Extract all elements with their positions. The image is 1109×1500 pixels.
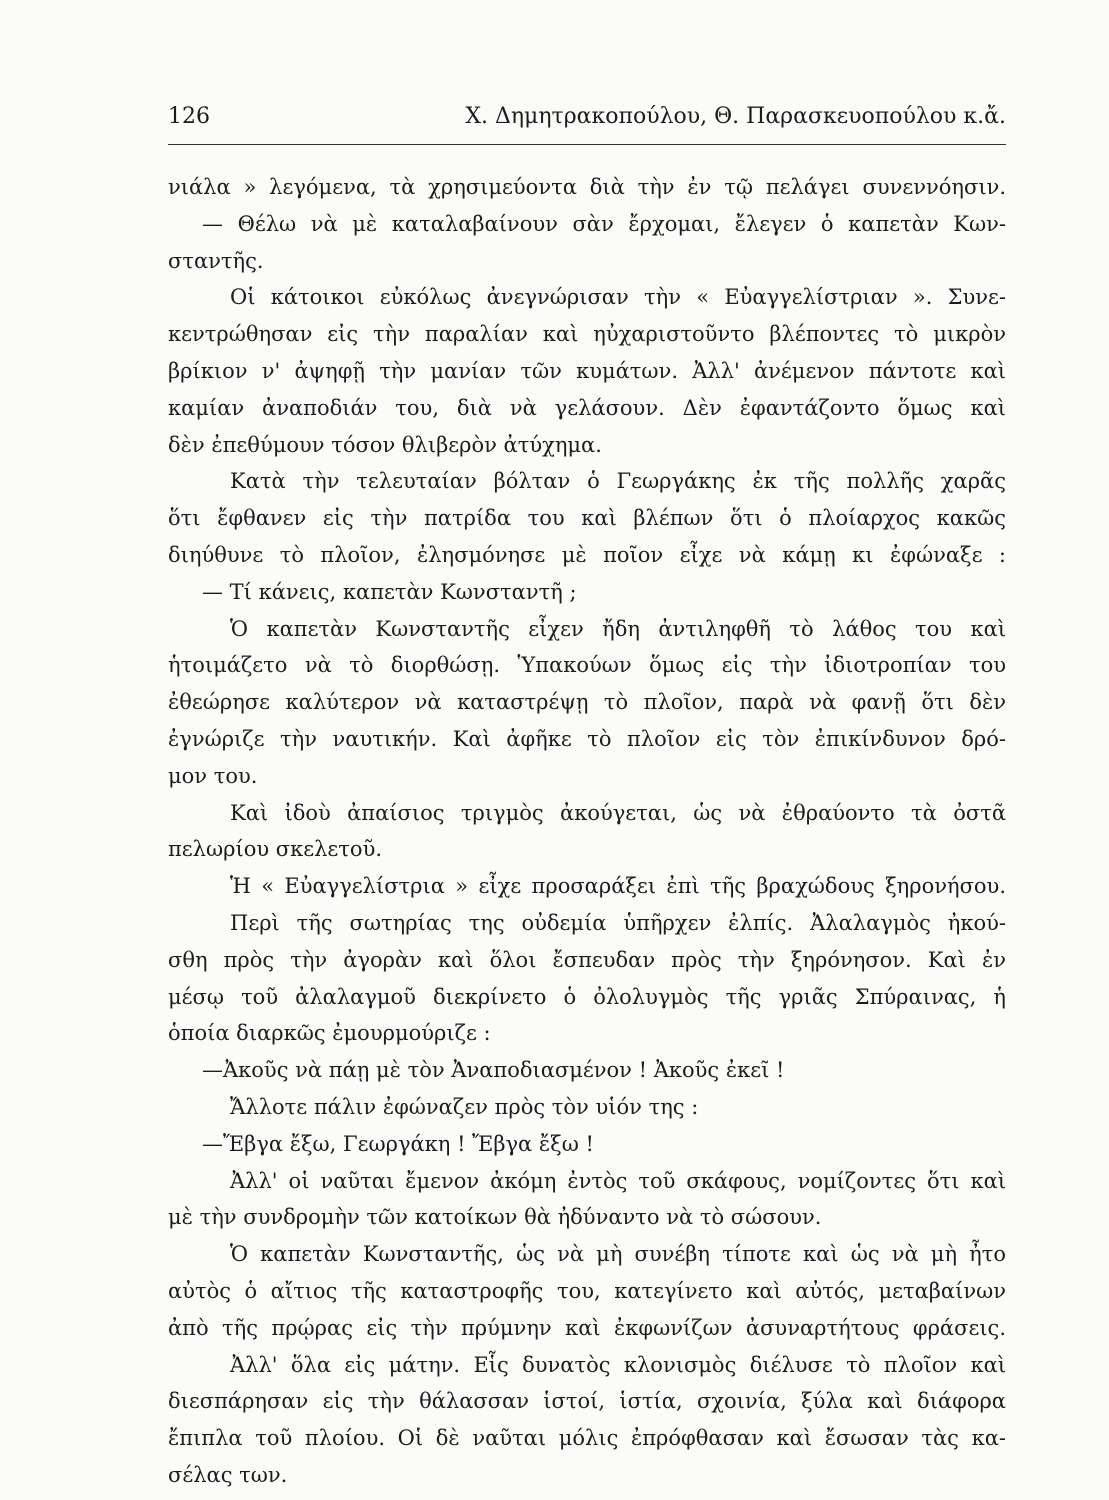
text-line: νιάλα » λεγόμενα, τὰ χρησιμεύοντα διὰ τὴν ἐν τῷ πελάγει συνεννόησιν. [168,175,1006,199]
running-head [168,100,1006,140]
text-line: —Ἀκοῦς νὰ πάῃ μὲ τὸν Ἀναποδιασμένον ! Ἀκοῦς ἐκεῖ ! [202,1058,785,1083]
text-line: βρίκιον ν' ἀψηφῇ τὴν μανίαν τῶν κυμάτων. Ἀλλ' ἀνέμενον πάντοτε καὶ [168,358,1006,383]
text-line: ἀπὸ τῆς πρῴρας εἰς τὴν πρύμνην καὶ ἐκφωνίζων ἀσυναρτήτους φράσεις. [168,1315,1006,1340]
text-line: μέσῳ τοῦ ἀλαλαγμοῦ διεκρίνετο ὁ ὀλολυγμὸς τῆς γριᾶς Σπύραινας, ἡ [168,984,1006,1009]
text-line: ὅτι ἔφθανεν εἰς τὴν πατρίδα του καὶ βλέπων ὅτι ὁ πλοίαρχος κακῶς [168,506,1006,531]
body-text [168,169,1006,1494]
text-line: ὁποία διαρκῶς ἐμουρμούριζε : [168,1021,491,1046]
text-line: Οἱ κάτοικοι εὐκόλως ἀνεγνώρισαν τὴν « Εὐαγγελίστριαν ». Συνε- [230,285,1006,310]
text-line: πελωρίου σκελετοῦ. [168,837,383,862]
text-line: ἐθεώρησε καλύτερον νὰ καταστρέψῃ τὸ πλοῖον, παρὰ νὰ φανῇ ὅτι δὲν [168,690,1006,715]
text-line: ἐγνώριζε τὴν ναυτικήν. Καὶ ἀφῆκε τὸ πλοῖον εἰς τὸν ἐπικίνδυνον δρό- [168,726,1006,751]
text-line: — Θέλω νὰ μὲ καταλαβαίνουν σὰν ἔρχομαι, ἔλεγεν ὁ καπετὰν Κων- [202,211,1006,236]
text-line: Καὶ ἰδοὺ ἀπαίσιος τριγμὸς ἀκούγεται, ὡς νὰ ἐθραύοντο τὰ ὀστᾶ [230,800,1006,825]
header-rule [168,144,1006,145]
text-line: μον του. [168,763,258,788]
text-line: Ἄλλοτε πάλιν ἐφώναζεν πρὸς τὸν υἱόν της : [230,1094,699,1119]
text-line: δὲν ἐπεθύμουν τόσον θλιβερὸν ἀτύχημα. [168,432,602,457]
text-line: Κατὰ τὴν τελευταίαν βόλταν ὁ Γεωργάκης ἐκ τῆς πολλῆς χαρᾶς [230,469,1006,494]
text-line: διηύθυνε τὸ πλοῖον, ἐλησμόνησε μὲ ποῖον εἶχε νὰ κάμῃ κι ἐφώναξε : [168,542,1006,567]
text-line: σταντῆς. [168,248,264,273]
text-line: Ὁ καπετὰν Κωνσταντῆς, ὡς νὰ μὴ συνέβη τίποτε καὶ ὡς νὰ μὴ ἦτο [230,1242,1006,1267]
text-line: καμίαν ἀναποδιάν του, διὰ νὰ γελάσουν. Δὲν ἐφαντάζοντο ὅμως καὶ [168,395,1006,420]
text-line: αὐτὸς ὁ αἴτιος τῆς καταστροφῆς του, κατεγίνετο καὶ αὐτός, μεταβαίνων [168,1278,1006,1303]
text-line: Ἀλλ' οἱ ναῦται ἔμενον ἀκόμη ἐντὸς τοῦ σκάφους, νομίζοντες ὅτι καὶ [230,1168,1006,1193]
text-line: Περὶ τῆς σωτηρίας της οὐδεμία ὑπῆρχεν ἐλπίς. Ἀλαλαγμὸς ἠκού- [230,910,1006,935]
text-line: Ἡ « Εὐαγγελίστρια » εἶχε προσαράξει ἐπὶ τῆς βραχώδους ξηρονήσου. [230,874,1006,899]
running-head-title: Χ. Δημητρακοπούλου, Θ. Παρασκευοπούλου κ.ἄ. [465,104,1006,129]
text-line: κεντρώθησαν εἰς τὴν παραλίαν καὶ ηὐχαριστοῦντο βλέποντες τὸ μικρὸν [168,322,1006,347]
text-line: διεσπάρησαν εἰς τὴν θάλασσαν ἱστοί, ἱστία, σχοινία, ξύλα καὶ διάφορα [168,1389,1006,1414]
text-line: μὲ τὴν συνδρομὴν τῶν κατοίκων θὰ ἠδύναντο νὰ τὸ σώσουν. [168,1205,822,1230]
text-line: σέλας των. [168,1462,288,1487]
text-line: —Ἔβγα ἔξω, Γεωργάκη ! Ἔβγα ἔξω ! [202,1131,594,1156]
text-line: ἔπιπλα τοῦ πλοίου. Οἱ δὲ ναῦται μόλις ἐπρόφθασαν καὶ ἔσωσαν τὰς κα- [168,1426,1006,1451]
text-line: Ἀλλ' ὅλα εἰς μάτην. Εἷς δυνατὸς κλονισμὸς διέλυσε τὸ πλοῖον καὶ [230,1352,1006,1377]
text-line: Ὁ καπετὰν Κωνσταντῆς εἶχεν ἤδη ἀντιληφθῆ τὸ λάθος του καὶ [230,616,1006,641]
text-line: σθη πρὸς τὴν ἀγορὰν καὶ ὅλοι ἔσπευδαν πρὸς τὴν ξηρόνησον. Καὶ ἐν [168,947,1006,972]
text-line: ἡτοιμάζετο νὰ τὸ διορθώσῃ. Ὑπακούων ὅμως εἰς τὴν ἰδιοτροπίαν του [168,653,1006,678]
page-number: 126 [168,104,210,129]
text-line: — Τί κάνεις, καπετὰν Κωνσταντῆ ; [202,579,577,604]
